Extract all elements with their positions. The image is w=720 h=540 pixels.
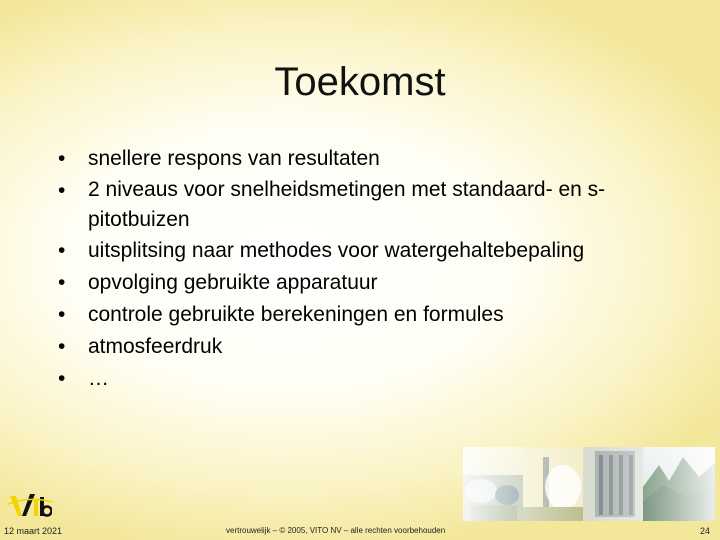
bullet-icon: • xyxy=(58,239,66,262)
footer-photo-strip xyxy=(463,447,715,521)
list-item: • 2 niveaus voor snelheidsmetingen met standaard- en s-pitotbuizen xyxy=(58,175,678,235)
footer-confidentiality: vertrouwelijk – © 2005, VITO NV – alle rechten voorbehouden xyxy=(226,526,446,535)
bullet-icon: • xyxy=(58,335,66,358)
bullet-icon: • xyxy=(58,271,66,294)
bullet-icon: • xyxy=(58,147,66,170)
bullet-icon: • xyxy=(58,179,66,202)
list-item: • controle gebruikte berekeningen en formules xyxy=(58,299,678,331)
list-item: • opvolging gebruikte apparatuur xyxy=(58,267,678,299)
slide-title: Toekomst xyxy=(274,60,446,104)
list-item: • uitsplitsing naar methodes voor watergehaltebepaling xyxy=(58,235,678,267)
list-item: • atmosfeerdruk xyxy=(58,331,678,363)
list-item: • snellere respons van resultaten xyxy=(58,143,678,175)
bullet-icon: • xyxy=(58,367,66,390)
vito-logo xyxy=(8,490,52,518)
page-number: 24 xyxy=(700,526,711,536)
list-item: • … xyxy=(58,363,678,395)
bullet-list xyxy=(58,143,678,395)
footer-date: 12 maart 2021 xyxy=(4,526,63,536)
bullet-icon: • xyxy=(58,303,66,326)
